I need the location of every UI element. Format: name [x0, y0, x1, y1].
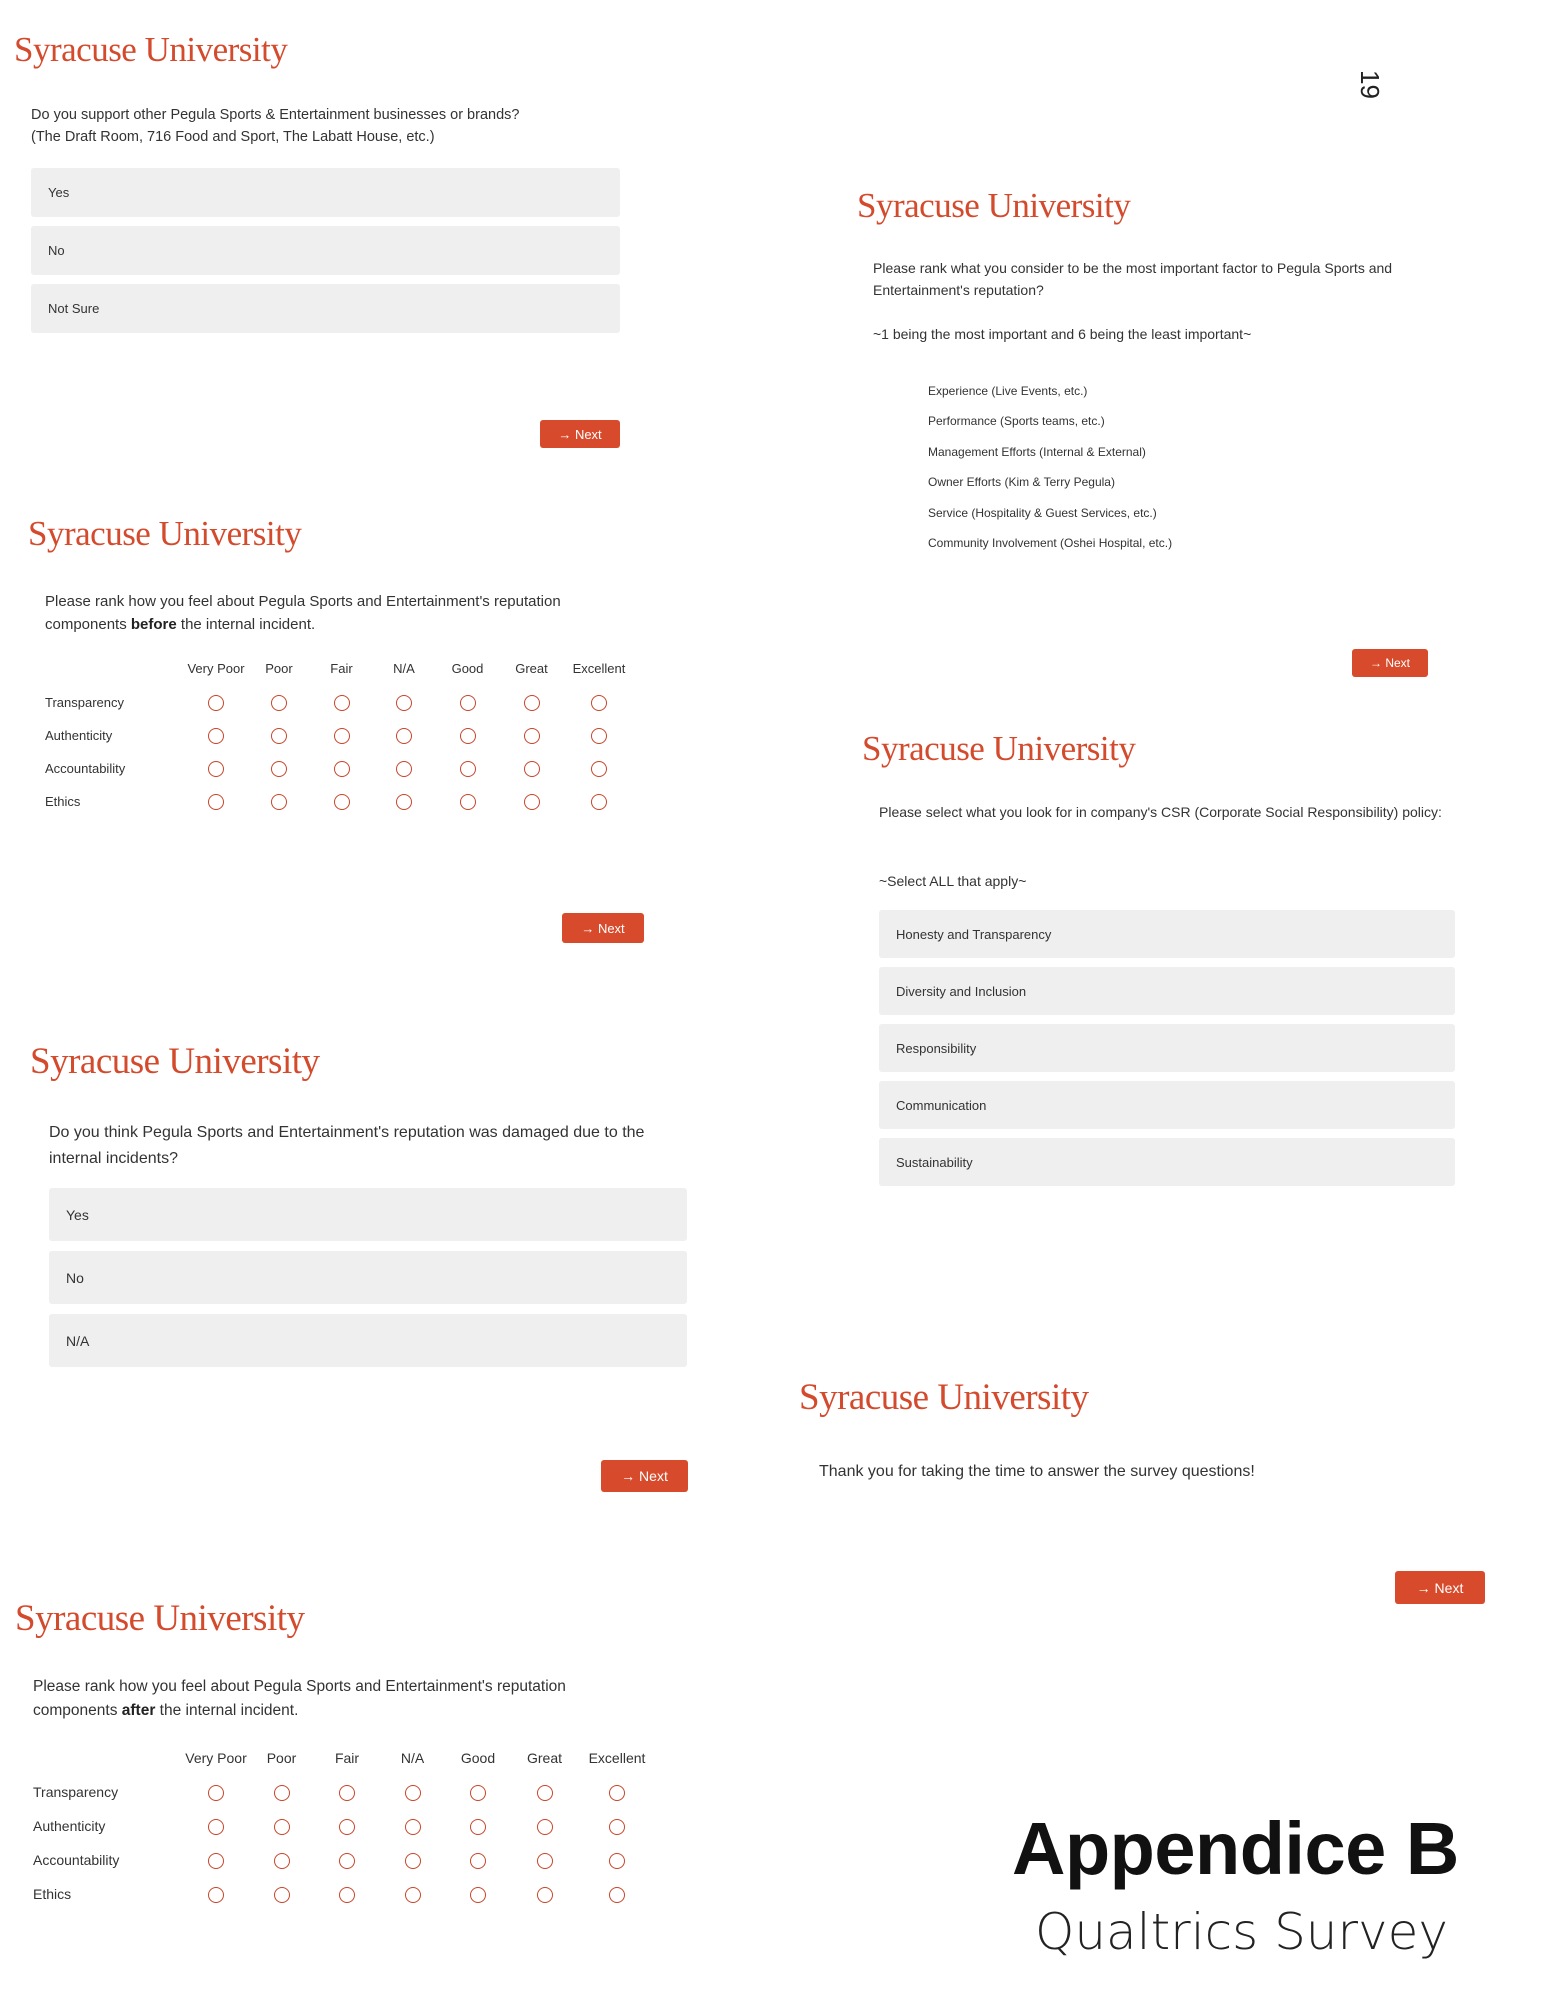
radio-button[interactable] [524, 761, 540, 777]
question-text: Please select what you look for in company's CSR (Corporate Social Responsibility) policy: [879, 804, 1442, 820]
next-button[interactable]: → Next [1395, 1571, 1485, 1604]
question-text: Please rank how you feel about Pegula Sports and Entertainment's reputation components before the internal incident. [45, 593, 561, 634]
row-label: Accountability [33, 1852, 120, 1869]
question-text: Please rank what you consider to be the most important factor to Pegula Sports and Entertainment's reputation? [873, 260, 1393, 298]
syracuse-logo: Syracuse University [15, 1598, 305, 1639]
emphasis-after: after [121, 1702, 156, 1720]
option-sustainability[interactable]: Sustainability [879, 1138, 1455, 1186]
rank-item[interactable]: Experience (Live Events, etc.) [928, 384, 1088, 398]
column-header: Poor [266, 1750, 297, 1766]
row-label: Authenticity [33, 1818, 106, 1835]
column-header: Fair [334, 1750, 360, 1766]
column-header: Great [515, 661, 548, 676]
option-yes[interactable]: Yes [31, 168, 620, 217]
radio-button[interactable] [591, 794, 607, 810]
option-na[interactable]: N/A [49, 1314, 687, 1367]
column-header: Excellent [588, 1750, 646, 1766]
radio-button[interactable] [609, 1819, 625, 1835]
radio-button[interactable] [271, 695, 287, 711]
radio-button[interactable] [524, 794, 540, 810]
radio-button[interactable] [405, 1853, 421, 1869]
question-text: Please rank how you feel about Pegula Sports and Entertainment's reputation components after the internal incident. [33, 1678, 566, 1720]
radio-button[interactable] [339, 1887, 355, 1903]
option-honesty-transparency[interactable]: Honesty and Transparency [879, 910, 1455, 958]
radio-button[interactable] [591, 695, 607, 711]
column-header: Fair [330, 661, 353, 676]
column-header: Poor [265, 661, 293, 676]
radio-button[interactable] [609, 1785, 625, 1801]
column-header: Very Poor [187, 661, 245, 676]
radio-button[interactable] [274, 1853, 290, 1869]
radio-button[interactable] [591, 728, 607, 744]
next-button[interactable]: → Next [540, 420, 620, 448]
emphasis-before: before [130, 616, 177, 634]
rank-item[interactable]: Management Efforts (Internal & External) [928, 445, 1146, 459]
radio-button[interactable] [208, 1819, 224, 1835]
radio-button[interactable] [537, 1853, 553, 1869]
next-button[interactable]: → Next [1352, 649, 1428, 677]
question-text: Do you think Pegula Sports and Entertainment's reputation was damaged due to the internal incidents? [49, 1124, 645, 1167]
rating-matrix-before [45, 662, 634, 818]
radio-button[interactable] [524, 728, 540, 744]
column-header: N/A [400, 1750, 425, 1766]
radio-button[interactable] [274, 1887, 290, 1903]
option-yes[interactable]: Yes [49, 1188, 687, 1241]
radio-button[interactable] [208, 761, 224, 777]
option-no[interactable]: No [49, 1251, 687, 1304]
radio-button[interactable] [339, 1853, 355, 1869]
question-text: Do you support other Pegula Sports & Entertainment businesses or brands? (The Draft Room, 716 Food and Sport, The Labatt House, etc.) [31, 107, 520, 146]
radio-button[interactable] [460, 695, 476, 711]
radio-button[interactable] [208, 794, 224, 810]
radio-button[interactable] [208, 1887, 224, 1903]
rank-item[interactable]: Performance (Sports teams, etc.) [928, 414, 1105, 428]
radio-button[interactable] [208, 695, 224, 711]
rank-item[interactable]: Service (Hospitality & Guest Services, etc.) [928, 506, 1157, 520]
rank-item[interactable]: Community Involvement (Oshei Hospital, etc.) [928, 536, 1173, 550]
radio-button[interactable] [537, 1819, 553, 1835]
radio-button[interactable] [396, 695, 412, 711]
radio-button[interactable] [208, 1853, 224, 1869]
radio-button[interactable] [274, 1785, 290, 1801]
next-button[interactable]: → Next [562, 913, 644, 943]
syracuse-logo: Syracuse University [857, 186, 1131, 225]
radio-button[interactable] [460, 761, 476, 777]
row-label: Transparency [45, 694, 124, 710]
radio-button[interactable] [208, 728, 224, 744]
row-label: Transparency [33, 1784, 119, 1801]
appendix-title: Appendice B [1012, 1807, 1459, 1890]
radio-button[interactable] [271, 761, 287, 777]
radio-button[interactable] [591, 761, 607, 777]
thank-you-message: Thank you for taking the time to answer the survey questions! [819, 1463, 1255, 1480]
radio-button[interactable] [537, 1785, 553, 1801]
radio-button[interactable] [405, 1819, 421, 1835]
option-responsibility[interactable]: Responsibility [879, 1024, 1455, 1072]
row-label: Ethics [45, 793, 81, 809]
appendix-subtitle: Qualtrics Survey [1035, 1903, 1448, 1961]
row-label: Accountability [45, 760, 126, 776]
radio-button[interactable] [470, 1853, 486, 1869]
syracuse-logo: Syracuse University [14, 30, 288, 69]
radio-button[interactable] [470, 1785, 486, 1801]
radio-button[interactable] [271, 728, 287, 744]
syracuse-logo: Syracuse University [30, 1041, 320, 1082]
radio-button[interactable] [470, 1819, 486, 1835]
radio-button[interactable] [405, 1785, 421, 1801]
radio-button[interactable] [334, 761, 350, 777]
column-header: Excellent [572, 661, 626, 676]
radio-button[interactable] [470, 1887, 486, 1903]
column-header: N/A [393, 661, 415, 676]
radio-button[interactable] [339, 1819, 355, 1835]
page-number: 19 [1355, 70, 1385, 99]
instruction-text: ~1 being the most important and 6 being the least important~ [873, 326, 1252, 342]
radio-button[interactable] [396, 794, 412, 810]
radio-button[interactable] [334, 794, 350, 810]
column-header: Very Poor [185, 1750, 247, 1766]
radio-button[interactable] [208, 1785, 224, 1801]
radio-button[interactable] [396, 761, 412, 777]
radio-button[interactable] [460, 728, 476, 744]
rank-item[interactable]: Owner Efforts (Kim & Terry Pegula) [928, 475, 1115, 489]
radio-button[interactable] [524, 695, 540, 711]
radio-button[interactable] [274, 1819, 290, 1835]
option-diversity-inclusion[interactable]: Diversity and Inclusion [879, 967, 1455, 1015]
radio-button[interactable] [537, 1887, 553, 1903]
radio-button[interactable] [334, 695, 350, 711]
radio-button[interactable] [609, 1887, 625, 1903]
radio-button[interactable] [396, 728, 412, 744]
option-communication[interactable]: Communication [879, 1081, 1455, 1129]
column-header: Great [526, 1750, 562, 1766]
next-button[interactable]: → Next [601, 1460, 688, 1492]
syracuse-logo: Syracuse University [862, 729, 1136, 768]
instruction-text: ~Select ALL that apply~ [879, 873, 1027, 889]
radio-button[interactable] [334, 728, 350, 744]
radio-button[interactable] [405, 1887, 421, 1903]
syracuse-logo: Syracuse University [799, 1377, 1089, 1418]
option-no[interactable]: No [31, 226, 620, 275]
radio-button[interactable] [339, 1785, 355, 1801]
syracuse-logo: Syracuse University [28, 514, 302, 553]
radio-button[interactable] [271, 794, 287, 810]
column-header: Good [460, 1750, 496, 1766]
rating-matrix-after [33, 1750, 656, 1911]
row-label: Authenticity [45, 727, 113, 743]
radio-button[interactable] [460, 794, 476, 810]
radio-button[interactable] [609, 1853, 625, 1869]
row-label: Ethics [33, 1886, 72, 1903]
column-header: Good [451, 661, 484, 676]
option-not-sure[interactable]: Not Sure [31, 284, 620, 333]
